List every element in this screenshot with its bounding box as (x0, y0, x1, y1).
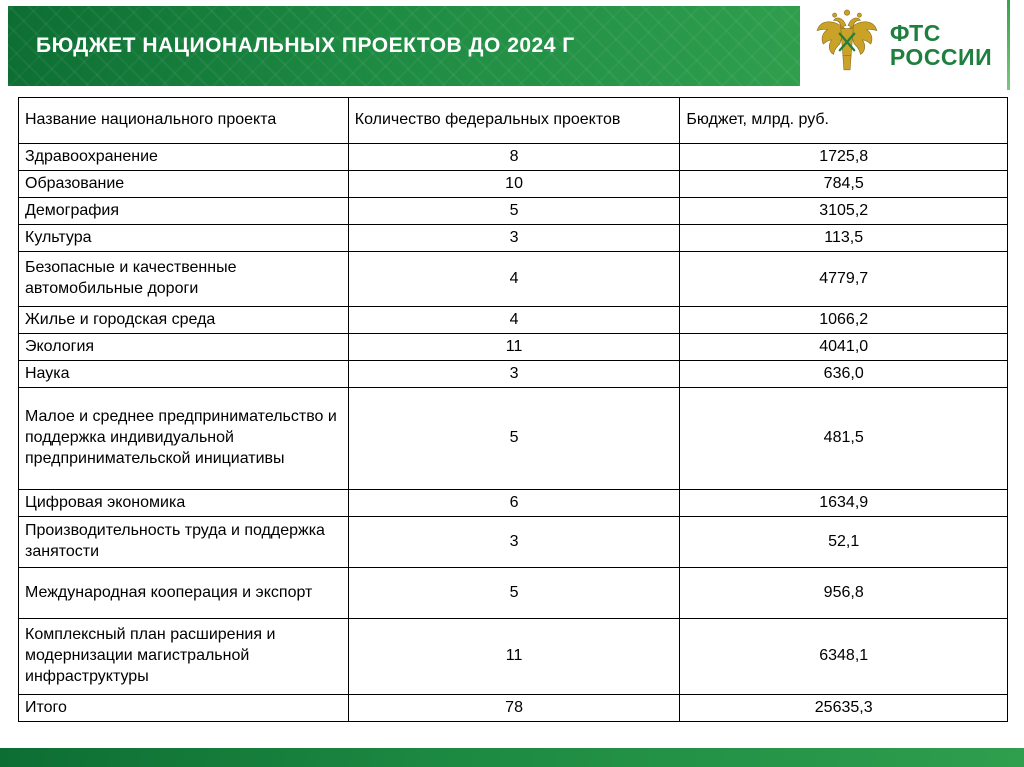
project-count-cell: 11 (348, 334, 680, 361)
logo-line2: РОССИИ (889, 44, 993, 70)
project-budget-cell: 3105,2 (680, 198, 1008, 225)
logo-text (890, 21, 992, 69)
project-count-cell: 5 (348, 198, 680, 225)
column-header-name: Название национального проекта (19, 98, 349, 144)
project-budget-cell: 784,5 (680, 171, 1008, 198)
table-row (19, 568, 1008, 619)
project-count-cell: 8 (348, 144, 680, 171)
project-count-cell: 3 (348, 225, 680, 252)
project-name-cell: Культура (19, 225, 349, 252)
project-name-cell: Комплексный план расширения и модернизации магистральной инфраструктуры (19, 619, 349, 695)
table-header-row (19, 98, 1008, 144)
project-budget-cell: 1725,8 (680, 144, 1008, 171)
table-row (19, 361, 1008, 388)
table-row (19, 171, 1008, 198)
project-name-cell: Здравоохранение (19, 144, 349, 171)
table-total-row (19, 695, 1008, 722)
project-name-cell: Малое и среднее предпринимательство и поддержка индивидуальной предпринимательской инициативы (19, 388, 349, 490)
table-row (19, 619, 1008, 695)
project-budget-cell: 956,8 (680, 568, 1008, 619)
slide-footer-bar (0, 748, 1024, 767)
project-count-cell: 5 (348, 568, 680, 619)
project-budget-cell: 481,5 (680, 388, 1008, 490)
project-name-cell: Наука (19, 361, 349, 388)
logo-area (800, 0, 1006, 90)
title-banner (8, 6, 800, 86)
table-row (19, 388, 1008, 490)
project-budget-cell: 636,0 (680, 361, 1008, 388)
project-budget-cell: 4041,0 (680, 334, 1008, 361)
slide-header (0, 0, 1024, 90)
project-name-cell: Экология (19, 334, 349, 361)
project-budget-cell: 1066,2 (680, 307, 1008, 334)
project-name-cell: Производительность труда и поддержка занятости (19, 517, 349, 568)
project-name-cell: Международная кооперация и экспорт (19, 568, 349, 619)
project-count-cell: 10 (348, 171, 680, 198)
total-label-cell: Итого (19, 695, 349, 722)
table-row (19, 307, 1008, 334)
project-count-cell: 4 (348, 307, 680, 334)
project-name-cell: Цифровая экономика (19, 490, 349, 517)
project-budget-cell: 52,1 (680, 517, 1008, 568)
project-name-cell: Демография (19, 198, 349, 225)
table-row (19, 252, 1008, 307)
project-budget-cell: 4779,7 (680, 252, 1008, 307)
project-count-cell: 3 (348, 361, 680, 388)
column-header-budget: Бюджет, млрд. руб. (680, 98, 1008, 144)
table-row (19, 198, 1008, 225)
budget-table (18, 97, 1008, 722)
total-budget-cell: 25635,3 (680, 695, 1008, 722)
table-row (19, 517, 1008, 568)
project-name-cell: Жилье и городская среда (19, 307, 349, 334)
project-name-cell: Безопасные и качественные автомобильные дороги (19, 252, 349, 307)
table-row (19, 144, 1008, 171)
project-count-cell: 11 (348, 619, 680, 695)
logo-line1: ФТС (889, 19, 941, 46)
project-count-cell: 3 (348, 517, 680, 568)
fts-eagle-emblem-icon (814, 7, 880, 84)
total-count-cell: 78 (348, 695, 680, 722)
table-row (19, 490, 1008, 517)
column-header-count: Количество федеральных проектов (348, 98, 680, 144)
project-budget-cell: 113,5 (680, 225, 1008, 252)
project-name-cell: Образование (19, 171, 349, 198)
table-row (19, 334, 1008, 361)
project-count-cell: 4 (348, 252, 680, 307)
project-count-cell: 5 (348, 388, 680, 490)
page-title: БЮДЖЕТ НАЦИОНАЛЬНЫХ ПРОЕКТОВ ДО 2024 Г (36, 34, 575, 57)
project-budget-cell: 1634,9 (680, 490, 1008, 517)
budget-table-container (18, 97, 1008, 722)
project-budget-cell: 6348,1 (680, 619, 1008, 695)
logo-accent-line (1007, 0, 1010, 90)
table-row (19, 225, 1008, 252)
project-count-cell: 6 (348, 490, 680, 517)
